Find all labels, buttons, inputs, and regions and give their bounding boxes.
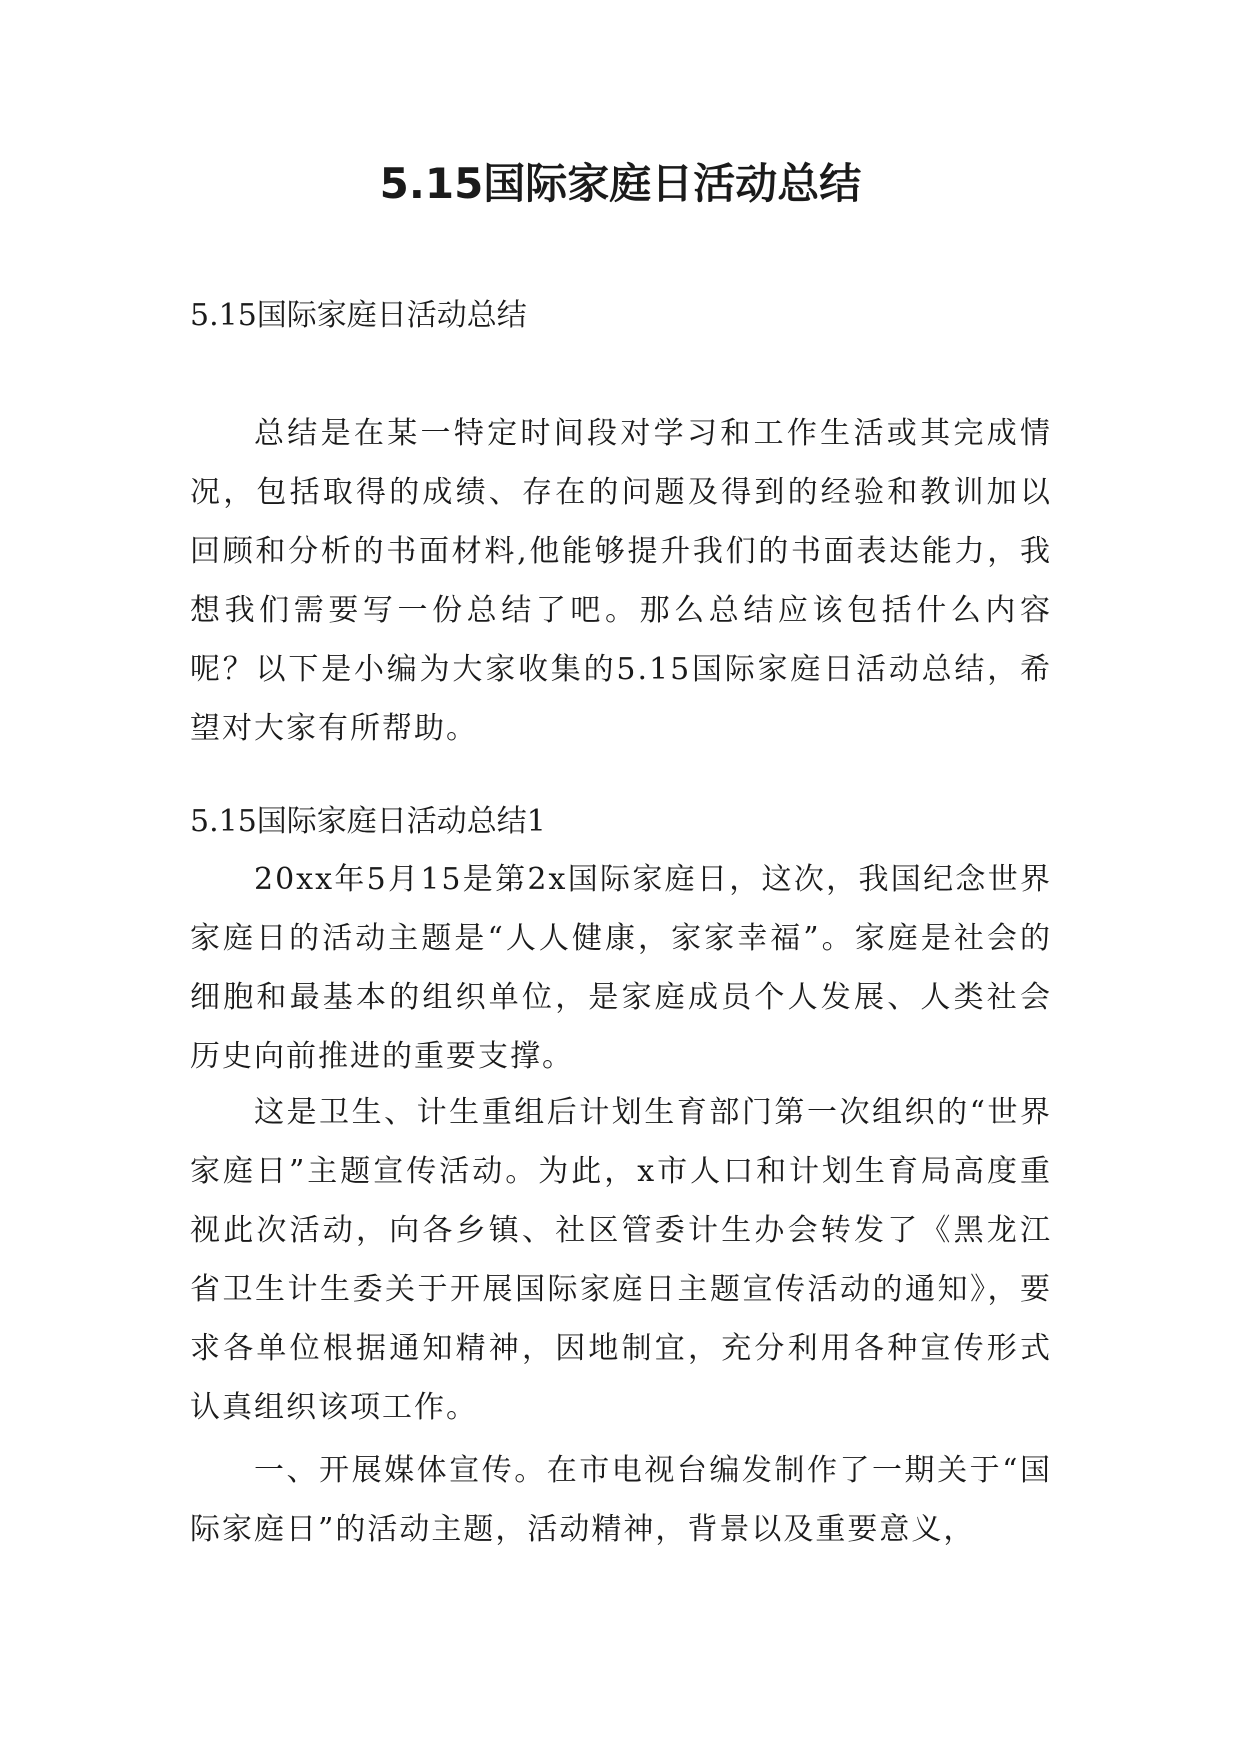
section-heading: 5.15国际家庭日活动总结1 bbox=[190, 804, 546, 839]
intro-paragraph: 总结是在某一特定时间段对学习和工作生活或其完成情况，包括取得的成绩、存在的问题及得到的经验和教训加以回顾和分析的书面材料,他能够提升我们的书面表达能力，我想我们需要写一份总结了吧。那么总结应该包括什么内容呢？以下是小编为大家收集的5.15国际家庭日活动总结，希望对大家有所帮助。 bbox=[190, 416, 1052, 746]
body-paragraph-1: 20xx年5月15是第2x国际家庭日，这次，我国纪念世界家庭日的活动主题是“人人健康，家家幸福”。家庭是社会的细胞和最基本的组织单位，是家庭成员个人发展、人类社会历史向前推进的重要支撑。 bbox=[190, 862, 1052, 1074]
document-title: 5.15国际家庭日活动总结 bbox=[379, 159, 862, 208]
body-paragraph-3: 一、开展媒体宣传。在市电视台编发制作了一期关于“国际家庭日”的活动主题，活动精神，背景以及重要意义， bbox=[190, 1453, 1052, 1547]
body-paragraph-2: 这是卫生、计生重组后计划生育部门第一次组织的“世界家庭日”主题宣传活动。为此，x市人口和计划生育局高度重视此次活动，向各乡镇、社区管委计生办会转发了《黑龙江省卫生计生委关于开展国际家庭日主题宣传活动的通知》，要求各单位根据通知精神，因地制宜，充分利用各种宣传形式认真组织该项工作。 bbox=[190, 1095, 1052, 1425]
document-subtitle: 5.15国际家庭日活动总结 bbox=[190, 298, 527, 333]
